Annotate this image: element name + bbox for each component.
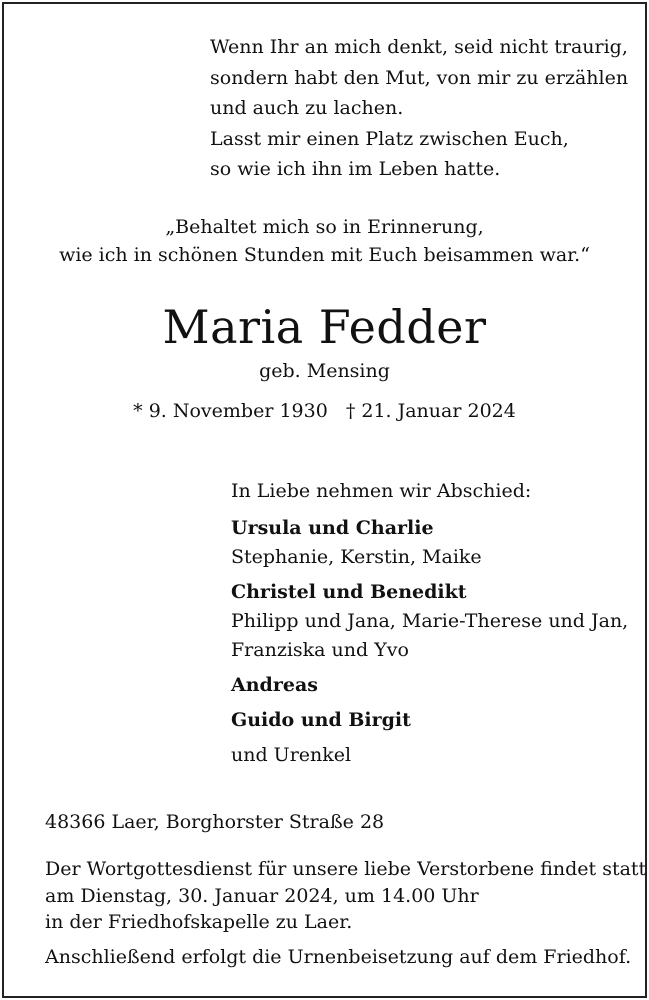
life-dates (0, 397, 649, 425)
mourner-group (231, 706, 628, 735)
service-line: in der Friedhofskapelle zu Laer. (45, 911, 353, 933)
birth-date: * 9. November 1930 (133, 400, 328, 422)
poem-line: so wie ich ihn im Leben hatte. (210, 158, 501, 180)
deceased-name: Maria Fedder (162, 300, 487, 354)
service-line: Der Wortgottesdienst für unsere liebe Verstorbene findet statt (45, 858, 647, 880)
mourner-group (231, 514, 628, 572)
quote-line: wie ich in schönen Stunden mit Euch beisammen war.“ (59, 244, 590, 266)
mourner-group-members: Franziska und Yvo (231, 639, 409, 661)
mourner-group-heading: Andreas (231, 674, 318, 696)
burial-info: Anschließend erfolgt die Urnenbeisetzung auf dem Friedhof. (45, 946, 632, 968)
birth-name: geb. Mensing (259, 360, 390, 382)
service-line: am Dienstag, 30. Januar 2024, um 14.00 Uhr (45, 884, 479, 907)
death-date: † 21. Januar 2024 (345, 400, 516, 422)
quote (0, 213, 649, 269)
mourner-group (231, 671, 628, 700)
mourners (231, 477, 628, 770)
mourners-intro: In Liebe nehmen wir Abschied: (231, 480, 532, 502)
mourner-group-heading: Christel und Benedikt (231, 581, 467, 603)
mourner-group-members: Stephanie, Kerstin, Maike (231, 546, 482, 568)
mourners-closing: und Urenkel (231, 744, 352, 766)
poem-line: sondern habt den Mut, von mir zu erzählen (210, 66, 629, 89)
poem (210, 32, 628, 185)
mourner-group-heading: Guido und Birgit (231, 709, 411, 731)
mourner-group (231, 578, 628, 665)
mourner-group-members: Philipp und Jana, Marie-Therese und Jan, (231, 610, 629, 632)
address: 48366 Laer, Borghorster Straße 28 (45, 811, 385, 833)
poem-line: und auch zu lachen. (210, 97, 404, 119)
quote-line: „Behaltet mich so in Erinnerung, (165, 216, 484, 238)
poem-line: Lasst mir einen Platz zwischen Euch, (210, 127, 569, 150)
poem-line: Wenn Ihr an mich denkt, seid nicht traurig, (210, 36, 628, 58)
mourner-group-heading: Ursula und Charlie (231, 517, 434, 539)
service-info (45, 856, 646, 936)
